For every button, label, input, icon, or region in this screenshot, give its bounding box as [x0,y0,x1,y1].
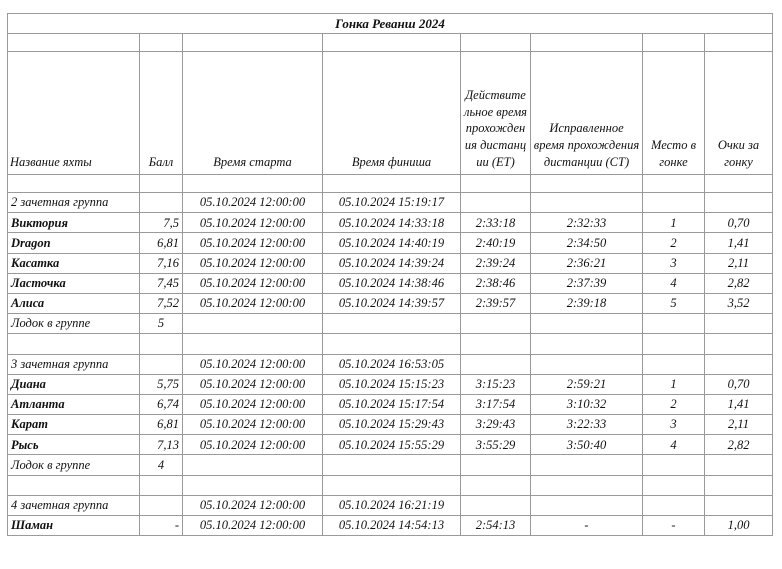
race-place: 3 [643,253,705,273]
group-count-row [8,314,773,334]
race-place: 1 [643,374,705,394]
race-place: 2 [643,233,705,253]
corrected-time: 3:22:33 [531,415,643,435]
empty-cell [183,455,323,475]
race-place: 5 [643,293,705,313]
finish-time: 05.10.2024 14:33:18 [323,213,461,233]
finish-time: 05.10.2024 14:40:19 [323,233,461,253]
empty-cell [531,193,643,213]
empty-cell [8,175,140,193]
table-row [8,516,773,536]
yacht-name: Касатка [8,253,140,273]
results-table [7,13,773,536]
corrected-time: 3:10:32 [531,394,643,414]
group-start: 05.10.2024 12:00:00 [183,354,323,374]
group-label: 3 зачетная группа [8,354,140,374]
empty-cell [461,475,531,495]
elapsed-time: 2:39:24 [461,253,531,273]
yacht-rating: 7,52 [140,293,183,313]
header-et: Действительное время прохождения дистанции (ET) [461,52,531,175]
group-label: 2 зачетная группа [8,193,140,213]
start-time: 05.10.2024 12:00:00 [183,273,323,293]
race-points: 1,41 [705,394,773,414]
table-row [8,293,773,313]
race-points: 2,82 [705,435,773,455]
group-start: 05.10.2024 12:00:00 [183,193,323,213]
empty-cell [323,314,461,334]
group-header-row [8,193,773,213]
empty-cell [461,495,531,515]
race-place: 2 [643,394,705,414]
empty-cell [140,34,183,52]
spacer-row [8,475,773,495]
empty-cell [323,175,461,193]
empty-cell [323,475,461,495]
start-time: 05.10.2024 12:00:00 [183,394,323,414]
corrected-time: 2:32:33 [531,213,643,233]
yacht-name: Алиса [8,293,140,313]
empty-cell [643,314,705,334]
empty-cell [705,475,773,495]
header-name: Название яхты [8,52,140,175]
empty-cell [323,455,461,475]
header-rating: Балл [140,52,183,175]
race-points: 2,11 [705,253,773,273]
empty-cell [140,334,183,354]
empty-cell [183,475,323,495]
group-header-row [8,354,773,374]
empty-cell [643,175,705,193]
spacer-row [8,334,773,354]
finish-time: 05.10.2024 15:17:54 [323,394,461,414]
empty-cell [705,354,773,374]
empty-cell [531,175,643,193]
empty-cell [643,193,705,213]
table-row [8,213,773,233]
empty-cell [531,475,643,495]
table-row [8,233,773,253]
header-ct: Исправленное время прохождения дистанции (CT) [531,52,643,175]
elapsed-time: 3:15:23 [461,374,531,394]
finish-time: 05.10.2024 15:55:29 [323,435,461,455]
empty-cell [140,495,183,515]
yacht-rating: 7,45 [140,273,183,293]
start-time: 05.10.2024 12:00:00 [183,253,323,273]
finish-time: 05.10.2024 15:29:43 [323,415,461,435]
corrected-time: 2:36:21 [531,253,643,273]
corrected-time: - [531,516,643,536]
empty-cell [705,334,773,354]
empty-cell [461,175,531,193]
elapsed-time: 3:55:29 [461,435,531,455]
race-points: 0,70 [705,374,773,394]
yacht-name: Dragon [8,233,140,253]
table-row [8,435,773,455]
group-count-value: 4 [140,455,183,475]
race-points: 0,70 [705,213,773,233]
yacht-name: Виктория [8,213,140,233]
empty-cell [643,475,705,495]
empty-cell [531,314,643,334]
start-time: 05.10.2024 12:00:00 [183,415,323,435]
corrected-time: 2:59:21 [531,374,643,394]
group-header-row [8,495,773,515]
group-count-row [8,455,773,475]
empty-cell [531,34,643,52]
header-start: Время старта [183,52,323,175]
empty-cell [140,354,183,374]
empty-cell [8,34,140,52]
race-place: 4 [643,273,705,293]
empty-cell [183,314,323,334]
race-points: 3,52 [705,293,773,313]
elapsed-time: 2:54:13 [461,516,531,536]
empty-cell [461,314,531,334]
empty-cell [323,34,461,52]
empty-cell [461,354,531,374]
table-row [8,394,773,414]
empty-cell [705,175,773,193]
empty-cell [531,455,643,475]
empty-cell [705,495,773,515]
empty-cell [8,475,140,495]
empty-cell [643,354,705,374]
empty-cell [643,495,705,515]
empty-cell [705,34,773,52]
empty-cell [183,175,323,193]
elapsed-time: 2:33:18 [461,213,531,233]
empty-cell [183,334,323,354]
empty-cell [461,34,531,52]
empty-cell [461,193,531,213]
yacht-rating: 7,5 [140,213,183,233]
empty-cell [531,495,643,515]
empty-cell [531,354,643,374]
yacht-rating: 6,81 [140,233,183,253]
empty-cell [323,334,461,354]
corrected-time: 3:50:40 [531,435,643,455]
empty-cell [140,475,183,495]
group-finish: 05.10.2024 16:53:05 [323,354,461,374]
race-points: 2,82 [705,273,773,293]
yacht-rating: - [140,516,183,536]
table-row [8,415,773,435]
yacht-rating: 7,13 [140,435,183,455]
empty-cell [140,175,183,193]
yacht-name: Рысь [8,435,140,455]
empty-cell [643,455,705,475]
elapsed-time: 2:40:19 [461,233,531,253]
group-count-label: Лодок в группе [8,314,140,334]
empty-cell [8,334,140,354]
empty-cell [705,314,773,334]
start-time: 05.10.2024 12:00:00 [183,293,323,313]
race-points: 1,00 [705,516,773,536]
race-points: 2,11 [705,415,773,435]
yacht-rating: 6,74 [140,394,183,414]
race-place: - [643,516,705,536]
header-place: Место в гонке [643,52,705,175]
elapsed-time: 2:39:57 [461,293,531,313]
table-row [8,273,773,293]
yacht-name: Атланта [8,394,140,414]
empty-cell [183,34,323,52]
elapsed-time: 3:29:43 [461,415,531,435]
table-row [8,374,773,394]
start-time: 05.10.2024 12:00:00 [183,374,323,394]
empty-cell [705,193,773,213]
empty-cell [705,455,773,475]
empty-cell [461,455,531,475]
yacht-name: Карат [8,415,140,435]
corrected-time: 2:39:18 [531,293,643,313]
empty-cell [643,34,705,52]
finish-time: 05.10.2024 14:38:46 [323,273,461,293]
finish-time: 05.10.2024 14:54:13 [323,516,461,536]
yacht-rating: 7,16 [140,253,183,273]
yacht-name: Диана [8,374,140,394]
empty-cell [531,334,643,354]
corrected-time: 2:37:39 [531,273,643,293]
table-row [8,253,773,273]
yacht-name: Шаман [8,516,140,536]
sheet-title: Гонка Реванш 2024 [8,14,773,34]
start-time: 05.10.2024 12:00:00 [183,435,323,455]
elapsed-time: 2:38:46 [461,273,531,293]
group-count-value: 5 [140,314,183,334]
start-time: 05.10.2024 12:00:00 [183,233,323,253]
start-time: 05.10.2024 12:00:00 [183,213,323,233]
empty-cell [461,334,531,354]
group-label: 4 зачетная группа [8,495,140,515]
finish-time: 05.10.2024 14:39:57 [323,293,461,313]
finish-time: 05.10.2024 15:15:23 [323,374,461,394]
group-finish: 05.10.2024 15:19:17 [323,193,461,213]
header-finish: Время финиша [323,52,461,175]
elapsed-time: 3:17:54 [461,394,531,414]
start-time: 05.10.2024 12:00:00 [183,516,323,536]
yacht-rating: 6,81 [140,415,183,435]
header-points: Очки за гонку [705,52,773,175]
finish-time: 05.10.2024 14:39:24 [323,253,461,273]
group-start: 05.10.2024 12:00:00 [183,495,323,515]
group-finish: 05.10.2024 16:21:19 [323,495,461,515]
race-points: 1,41 [705,233,773,253]
empty-cell [643,334,705,354]
corrected-time: 2:34:50 [531,233,643,253]
race-place: 3 [643,415,705,435]
yacht-name: Ласточка [8,273,140,293]
race-place: 4 [643,435,705,455]
yacht-rating: 5,75 [140,374,183,394]
race-place: 1 [643,213,705,233]
empty-cell [140,193,183,213]
group-count-label: Лодок в группе [8,455,140,475]
